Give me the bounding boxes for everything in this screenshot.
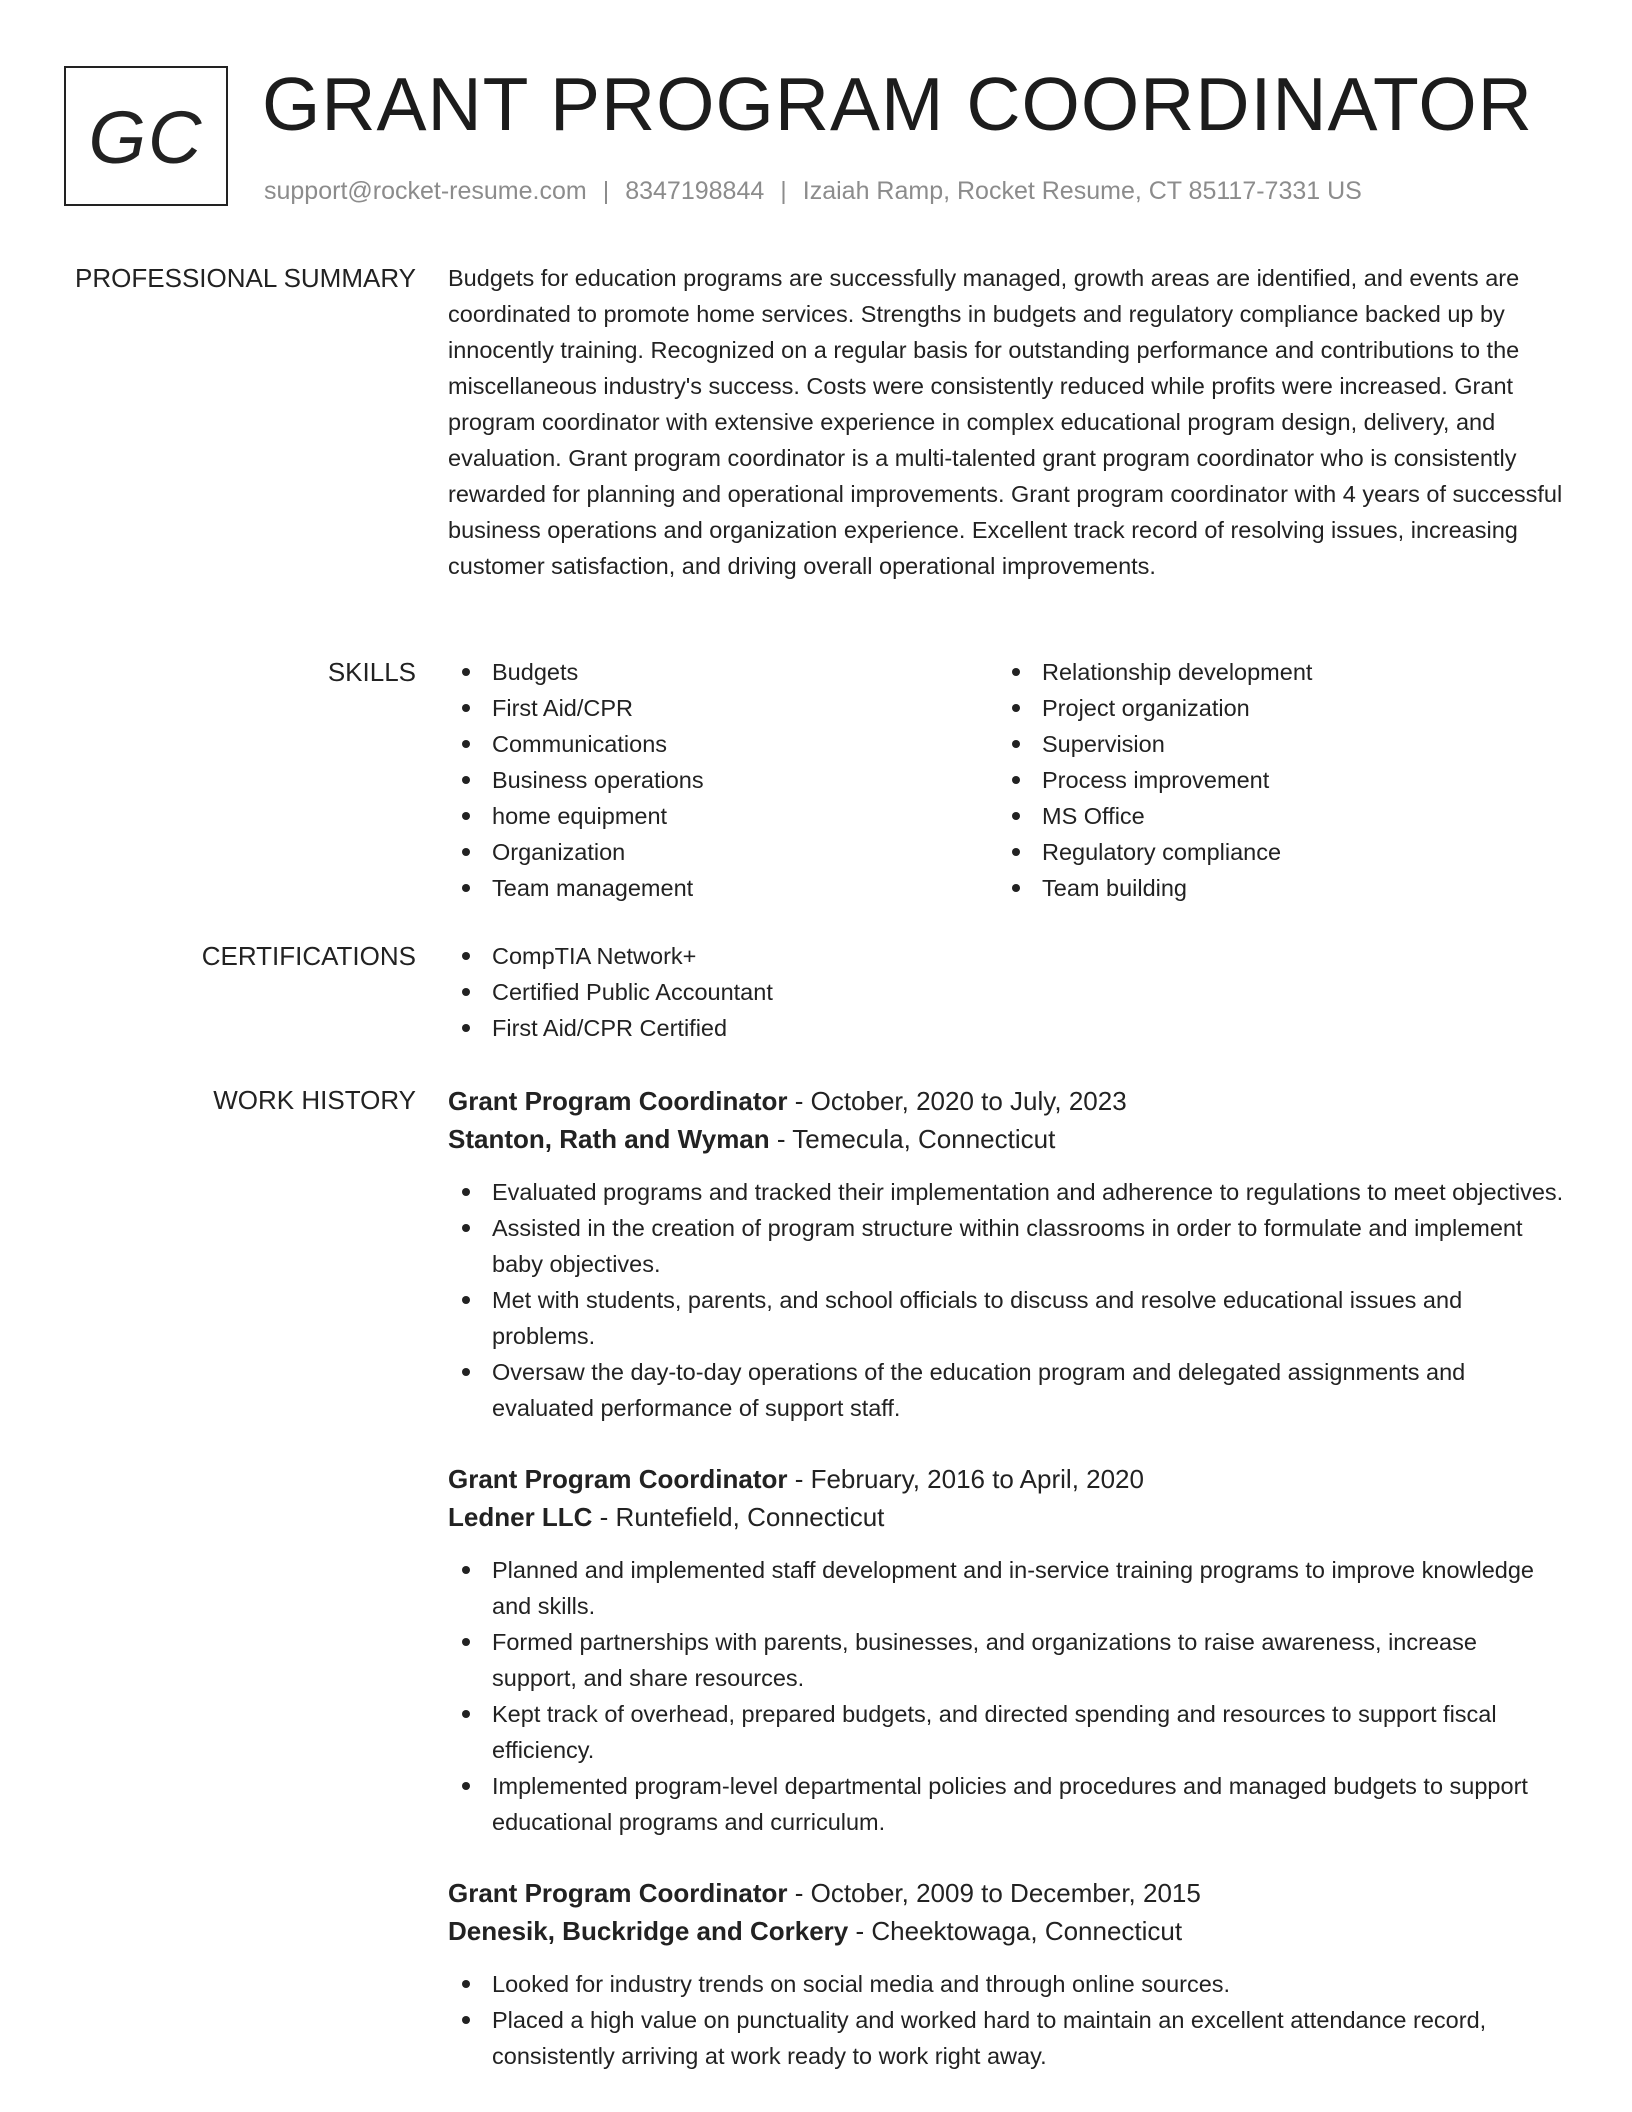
job-duty: Placed a high value on punctuality and worked hard to maintain an excellent attendance record, consistently arriving at work ready to work right away. <box>448 2002 1568 2074</box>
certification-item: First Aid/CPR Certified <box>448 1010 1568 1046</box>
section-title-skills: SKILLS <box>327 657 416 687</box>
job-duty: Assisted in the creation of program structure within classrooms in order to formulate and implement baby objectives. <box>448 1210 1568 1282</box>
job-role: Grant Program Coordinator <box>448 1878 788 1908</box>
job-location: - Runtefield, Connecticut <box>592 1502 885 1532</box>
job-company: Ledner LLC <box>448 1502 593 1532</box>
job-location: - Cheektowaga, Connecticut <box>848 1916 1183 1946</box>
contact-separator: | <box>780 177 787 205</box>
job-role: Grant Program Coordinator <box>448 1464 788 1494</box>
job-role: Grant Program Coordinator <box>448 1086 788 1116</box>
job-entry <box>448 1460 1568 1840</box>
skills-list-left <box>448 654 988 906</box>
job-company-line <box>448 1498 1568 1536</box>
contact-separator: | <box>602 177 610 205</box>
skill-item: Budgets <box>448 654 988 690</box>
job-duty: Implemented program-level departmental policies and procedures and managed budgets to support educational programs and curriculum. <box>448 1768 1568 1840</box>
contact-email[interactable]: support@rocket-resume.com <box>264 177 587 205</box>
work-history-body <box>448 1082 1568 2074</box>
skill-item: Team building <box>998 870 1558 906</box>
job-company-line <box>448 1912 1568 1950</box>
skills-list-right <box>998 654 1558 906</box>
job-duty: Oversaw the day-to-day operations of the education program and delegated assignments and evaluated performance of support staff. <box>448 1354 1568 1426</box>
job-duties-list <box>448 1966 1568 2074</box>
section-title-work-history: WORK HISTORY <box>213 1085 416 1115</box>
certifications-body <box>448 938 1568 1046</box>
skill-item: MS Office <box>998 798 1558 834</box>
skill-item: Relationship development <box>998 654 1558 690</box>
job-duty: Formed partnerships with parents, businesses, and organizations to raise awareness, increase support, and share resources. <box>448 1624 1568 1696</box>
job-entry <box>448 1874 1568 2074</box>
job-dates: - October, 2009 to December, 2015 <box>787 1878 1201 1908</box>
skill-item: Team management <box>448 870 988 906</box>
section-title-certifications: CERTIFICATIONS <box>201 941 416 971</box>
job-duty: Evaluated programs and tracked their implementation and adherence to regulations to meet objectives. <box>448 1174 1568 1210</box>
skill-item: Communications <box>448 726 988 762</box>
monogram-initials: GC <box>88 96 204 179</box>
job-role-line <box>448 1082 1568 1120</box>
job-company: Stanton, Rath and Wyman <box>448 1124 770 1154</box>
certification-item: Certified Public Accountant <box>448 974 1568 1010</box>
job-role-line <box>448 1460 1568 1498</box>
contact-phone[interactable]: 8347198844 <box>625 177 765 205</box>
skill-item: Business operations <box>448 762 988 798</box>
monogram-box <box>64 66 228 206</box>
skill-item: Organization <box>448 834 988 870</box>
contact-address: Izaiah Ramp, Rocket Resume, CT 85117-7331 US <box>802 177 1362 205</box>
job-location: - Temecula, Connecticut <box>769 1124 1056 1154</box>
skill-item: Supervision <box>998 726 1558 762</box>
skill-item: Regulatory compliance <box>998 834 1558 870</box>
job-duty: Kept track of overhead, prepared budgets, and directed spending and resources to support fiscal efficiency. <box>448 1696 1568 1768</box>
job-company: Denesik, Buckridge and Corkery <box>448 1916 849 1946</box>
skill-item: Project organization <box>998 690 1558 726</box>
job-dates: - October, 2020 to July, 2023 <box>787 1086 1127 1116</box>
job-duty: Met with students, parents, and school officials to discuss and resolve educational issues and problems. <box>448 1282 1568 1354</box>
contact-line <box>264 176 1362 206</box>
job-role-line <box>448 1874 1568 1912</box>
job-duties-list <box>448 1174 1568 1426</box>
job-duty: Planned and implemented staff development and in-service training programs to improve knowledge and skills. <box>448 1552 1568 1624</box>
certifications-list <box>448 938 1568 1046</box>
certification-item: CompTIA Network+ <box>448 938 1568 974</box>
job-company-line <box>448 1120 1568 1158</box>
job-dates: - February, 2016 to April, 2020 <box>787 1464 1144 1494</box>
job-duties-list <box>448 1552 1568 1840</box>
candidate-name: GRANT PROGRAM COORDINATOR <box>262 62 1533 146</box>
summary-body <box>448 260 1568 584</box>
job-duty: Looked for industry trends on social media and through online sources. <box>448 1966 1568 2002</box>
job-entry <box>448 1082 1568 1426</box>
section-title-summary: PROFESSIONAL SUMMARY <box>75 263 416 293</box>
skill-item: Process improvement <box>998 762 1558 798</box>
summary-text: Budgets for education programs are successfully managed, growth areas are identified, and events are coordinated to promote home services. Strengths in budgets and regulatory compliance backed up by innocently training. Recognized on a regular basis for outstanding performance and contributions to the miscellaneous industry's success. Costs were consistently reduced while profits were increased. Grant program coordinator with extensive experience in complex educational program design, delivery, and evaluation. Grant program coordinator is a multi-talented grant program coordinator who is consistently rewarded for planning and operational improvements. Grant program coordinator with 4 years of successful business operations and organization experience. Excellent track record of resolving issues, increasing customer satisfaction, and driving overall operational improvements. <box>448 265 1563 579</box>
skill-item: First Aid/CPR <box>448 690 988 726</box>
skill-item: home equipment <box>448 798 988 834</box>
